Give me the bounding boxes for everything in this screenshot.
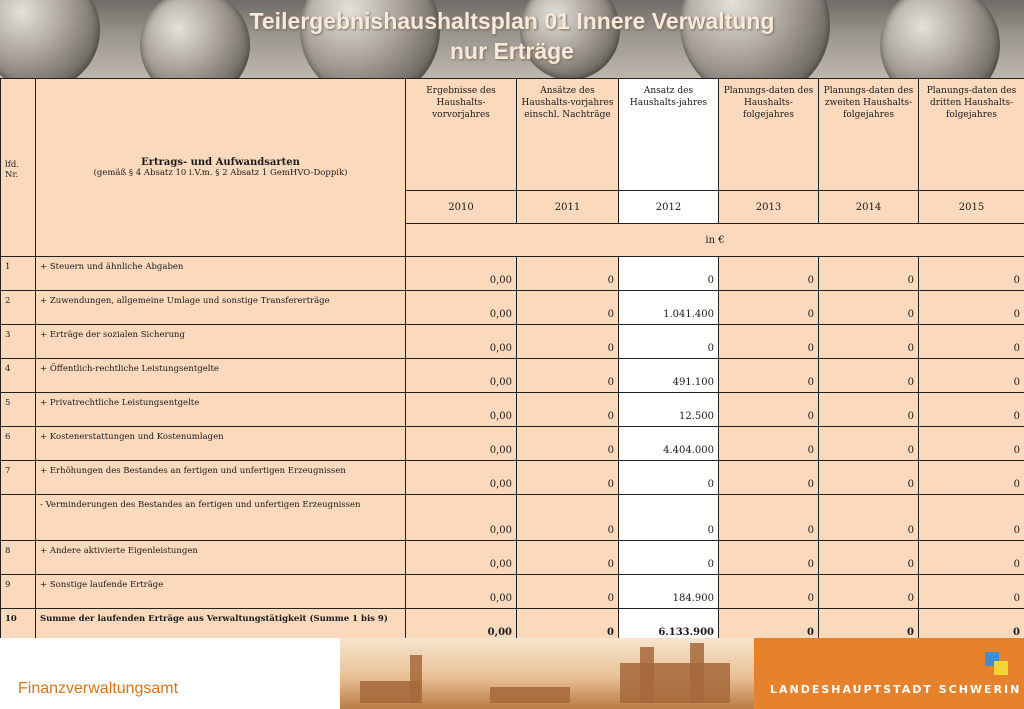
building-silhouette <box>620 663 730 703</box>
row-number: 5 <box>1 393 36 427</box>
value-cell: 0 <box>819 541 919 575</box>
building-silhouette <box>490 687 570 703</box>
table-row <box>1 291 1024 325</box>
year-cell: 2015 <box>919 191 1024 224</box>
value-cell: 0 <box>517 257 619 291</box>
value-cell: 0,00 <box>406 541 517 575</box>
header-banner <box>0 0 1024 78</box>
unit-cell: in € <box>406 224 1024 257</box>
title-line-1: Teilergebnishaushaltsplan 01 Innere Verwaltung <box>249 8 775 34</box>
row-number: 9 <box>1 575 36 609</box>
table-row <box>1 393 1024 427</box>
budget-table <box>0 78 1024 643</box>
column-header: Planungs-daten des dritten Haushalts-folgejahres <box>919 79 1024 191</box>
footer <box>0 638 1024 709</box>
city-photo <box>340 638 754 709</box>
value-cell: 0,00 <box>406 359 517 393</box>
row-number: 1 <box>1 257 36 291</box>
brand-logo-text: LANDESHAUPTSTADT SCHWERIN <box>770 683 1022 696</box>
year-cell: 2014 <box>819 191 919 224</box>
value-cell: 0 <box>819 427 919 461</box>
value-cell: 0 <box>819 359 919 393</box>
row-number: 8 <box>1 541 36 575</box>
column-header-description <box>36 79 406 257</box>
row-label: + Erhöhungen des Bestandes an fertigen und unfertigen Erzeugnissen <box>36 461 406 495</box>
table-row <box>1 359 1024 393</box>
value-cell: 0 <box>819 461 919 495</box>
value-cell: 0 <box>819 393 919 427</box>
column-header: Ansätze des Haushalts-vorjahres einschl. Nachträge <box>517 79 619 191</box>
value-cell: 0 <box>919 393 1024 427</box>
value-cell: 491.100 <box>619 359 719 393</box>
value-cell: 0 <box>819 291 919 325</box>
value-cell: 0 <box>819 257 919 291</box>
description-header-title: Ertrags- und Aufwandsarten <box>141 157 300 168</box>
table-row <box>1 257 1024 291</box>
year-cell: 2010 <box>406 191 517 224</box>
value-cell: 0 <box>719 359 819 393</box>
value-cell: 0 <box>919 461 1024 495</box>
value-cell: 0 <box>517 575 619 609</box>
row-label: - Verminderungen des Bestandes an fertigen und unfertigen Erzeugnissen <box>36 495 406 541</box>
value-cell: 0 <box>719 495 819 541</box>
value-cell: 0 <box>719 541 819 575</box>
row-label: + Sonstige laufende Erträge <box>36 575 406 609</box>
value-cell: 0 <box>619 325 719 359</box>
value-cell: 0,00 <box>406 427 517 461</box>
year-cell: 2012 <box>619 191 719 224</box>
value-cell: 0,00 <box>406 575 517 609</box>
value-cell: 0 <box>919 609 1024 643</box>
value-cell: 0 <box>819 495 919 541</box>
title-line-2: nur Erträge <box>450 38 574 64</box>
row-number: 6 <box>1 427 36 461</box>
value-cell: 0 <box>919 541 1024 575</box>
row-number <box>1 495 36 541</box>
logo-square-yellow <box>994 661 1008 675</box>
value-cell: 0 <box>517 495 619 541</box>
description-header-subtitle: (gemäß § 4 Absatz 10 i.V.m. § 2 Absatz 1 GemHVO-Doppik) <box>93 168 348 178</box>
building-silhouette <box>410 655 422 703</box>
value-cell: 0 <box>919 359 1024 393</box>
row-label: + Kostenerstattungen und Kostenumlagen <box>36 427 406 461</box>
value-cell: 0 <box>517 325 619 359</box>
value-cell: 0 <box>719 393 819 427</box>
value-cell: 0 <box>619 495 719 541</box>
column-header: Ansatz des Haushalts-jahres <box>619 79 719 191</box>
value-cell: 0 <box>919 325 1024 359</box>
value-cell: 0 <box>919 495 1024 541</box>
page-title <box>0 6 1024 66</box>
table-row <box>1 575 1024 609</box>
building-silhouette <box>640 647 654 703</box>
value-cell: 0 <box>719 609 819 643</box>
value-cell: 4.404.000 <box>619 427 719 461</box>
table-row <box>1 495 1024 541</box>
row-number: 2 <box>1 291 36 325</box>
value-cell: 0,00 <box>406 393 517 427</box>
value-cell: 0 <box>517 461 619 495</box>
value-cell: 0 <box>919 575 1024 609</box>
value-cell: 0,00 <box>406 609 517 643</box>
table-row <box>1 427 1024 461</box>
row-number: 10 <box>1 609 36 643</box>
value-cell: 0,00 <box>406 257 517 291</box>
value-cell: 0 <box>517 541 619 575</box>
row-label: + Privatrechtliche Leistungsentgelte <box>36 393 406 427</box>
row-label: + Steuern und ähnliche Abgaben <box>36 257 406 291</box>
row-label: Summe der laufenden Erträge aus Verwaltungstätigkeit (Summe 1 bis 9) <box>36 609 406 643</box>
value-cell: 0,00 <box>406 495 517 541</box>
value-cell: 0 <box>819 575 919 609</box>
building-silhouette <box>690 643 704 703</box>
column-header-nr: lfd. Nr. <box>1 79 36 257</box>
value-cell: 1.041.400 <box>619 291 719 325</box>
value-cell: 0 <box>719 291 819 325</box>
value-cell: 0 <box>919 427 1024 461</box>
row-label: + Andere aktivierte Eigenleistungen <box>36 541 406 575</box>
value-cell: 0 <box>517 291 619 325</box>
column-header: Ergebnisse des Haushalts-vorvorjahres <box>406 79 517 191</box>
table-row <box>1 325 1024 359</box>
value-cell: 0 <box>517 359 619 393</box>
value-cell: 0 <box>619 541 719 575</box>
value-cell: 0 <box>819 609 919 643</box>
row-number: 7 <box>1 461 36 495</box>
value-cell: 0 <box>719 575 819 609</box>
table-row <box>1 461 1024 495</box>
value-cell: 0,00 <box>406 291 517 325</box>
budget-table-container <box>0 78 1024 638</box>
table-row <box>1 541 1024 575</box>
row-label: + Zuwendungen, allgemeine Umlage und sonstige Transfererträge <box>36 291 406 325</box>
value-cell: 0 <box>719 461 819 495</box>
row-label: + Erträge der sozialen Sicherung <box>36 325 406 359</box>
column-header: Planungs-daten des Haushalts-folgejahres <box>719 79 819 191</box>
value-cell: 0 <box>919 291 1024 325</box>
value-cell: 0 <box>619 257 719 291</box>
value-cell: 12.500 <box>619 393 719 427</box>
value-cell: 0 <box>619 461 719 495</box>
year-cell: 2011 <box>517 191 619 224</box>
value-cell: 0,00 <box>406 325 517 359</box>
value-cell: 0 <box>819 325 919 359</box>
value-cell: 0,00 <box>406 461 517 495</box>
row-label: + Öffentlich-rechtliche Leistungsentgelte <box>36 359 406 393</box>
brand-bar <box>754 638 1024 709</box>
row-number: 4 <box>1 359 36 393</box>
year-cell: 2013 <box>719 191 819 224</box>
value-cell: 0 <box>517 609 619 643</box>
value-cell: 0 <box>919 257 1024 291</box>
department-name: Finanzverwaltungsamt <box>18 680 179 697</box>
value-cell: 184.900 <box>619 575 719 609</box>
value-cell: 0 <box>517 393 619 427</box>
value-cell: 0 <box>719 257 819 291</box>
column-header: Planungs-daten des zweiten Haushalts-folgejahres <box>819 79 919 191</box>
value-cell: 0 <box>517 427 619 461</box>
value-cell: 0 <box>719 427 819 461</box>
value-cell: 6.133.900 <box>619 609 719 643</box>
row-number: 3 <box>1 325 36 359</box>
value-cell: 0 <box>719 325 819 359</box>
